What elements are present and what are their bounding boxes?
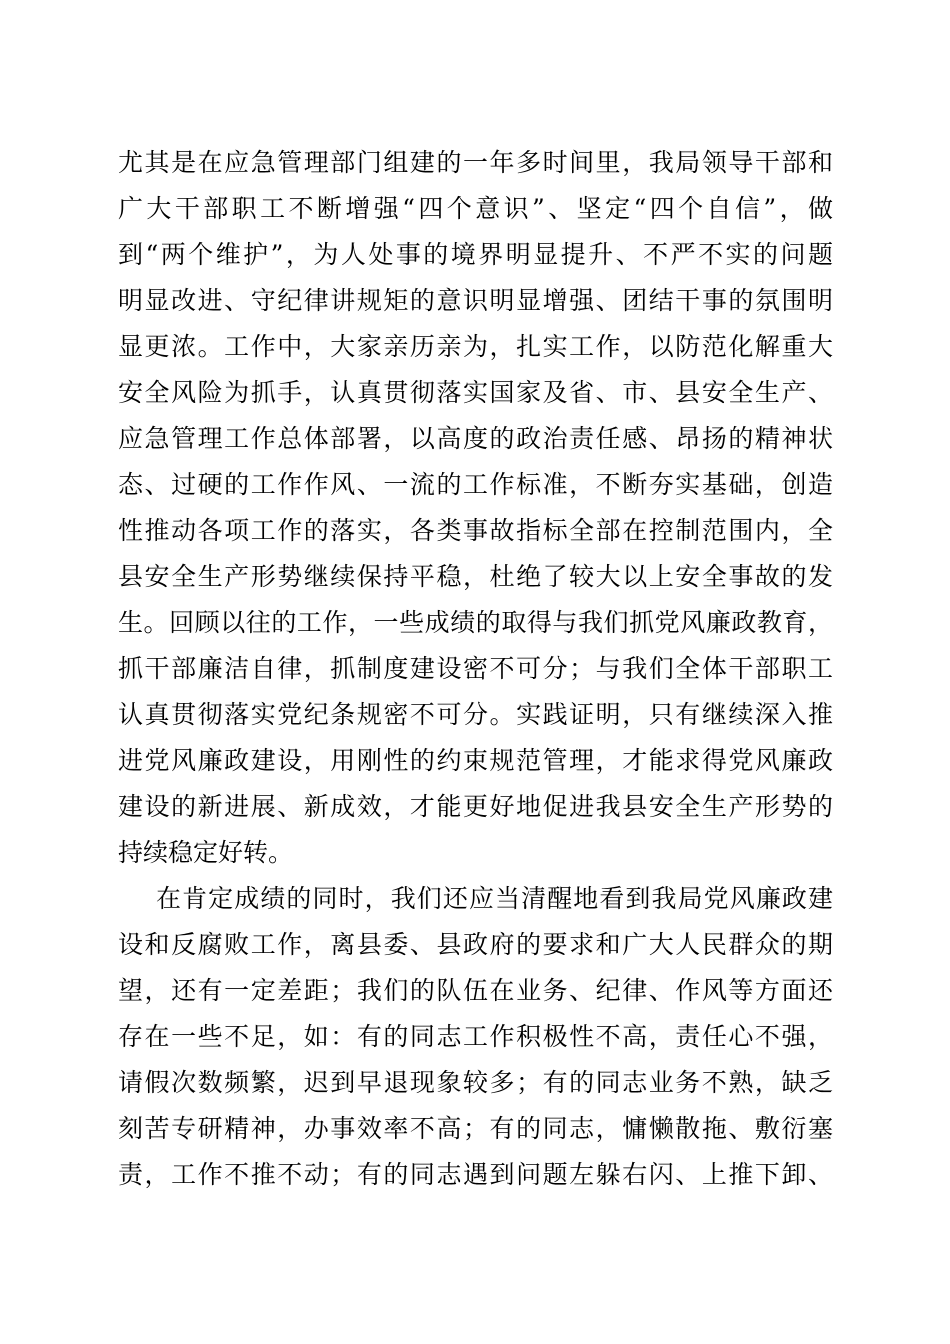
- document-body: [118, 140, 833, 1198]
- text-line: 性推动各项工作的落实，各类事故指标全部在控制范围内，全: [118, 516, 833, 545]
- text-line: 到“两个维护”，为人处事的境界明显提升、不严不实的问题: [118, 240, 833, 269]
- text-line: 应急管理工作总体部署，以高度的政治责任感、昂扬的精神状: [118, 424, 833, 453]
- text-line: 请假次数频繁，迟到早退现象较多；有的同志业务不熟，缺乏: [118, 1068, 833, 1097]
- text-line: 望，还有一定差距；我们的队伍在业务、纪律、作风等方面还: [118, 976, 833, 1005]
- text-line: 设和反腐败工作，离县委、县政府的要求和广大人民群众的期: [118, 930, 833, 959]
- paragraph-1: [118, 140, 833, 876]
- text-line: 刻苦专研精神，办事效率不高；有的同志，慵懒散拖、敷衍塞: [118, 1114, 833, 1143]
- text-line: 认真贯彻落实党纪条规密不可分。实践证明，只有继续深入推: [118, 700, 833, 729]
- text-line: 安全风险为抓手，认真贯彻落实国家及省、市、县安全生产、: [118, 378, 833, 407]
- text-line: 在肯定成绩的同时，我们还应当清醒地看到我局党风廉政建: [156, 884, 833, 913]
- text-line: 尤其是在应急管理部门组建的一年多时间里，我局领导干部和: [118, 148, 833, 177]
- text-line: 生。回顾以往的工作，一些成绩的取得与我们抓党风廉政教育，: [118, 608, 833, 637]
- text-line: 态、过硬的工作作风、一流的工作标准，不断夯实基础，创造: [118, 470, 833, 499]
- text-line: 责，工作不推不动；有的同志遇到问题左躲右闪、上推下卸、: [118, 1160, 833, 1189]
- text-line: 广大干部职工不断增强“四个意识”、坚定“四个自信”，做: [118, 194, 833, 223]
- text-line: 抓干部廉洁自律，抓制度建设密不可分；与我们全体干部职工: [118, 654, 833, 683]
- text-line: 显更浓。工作中，大家亲历亲为，扎实工作，以防范化解重大: [118, 332, 833, 361]
- text-line: 建设的新进展、新成效，才能更好地促进我县安全生产形势的: [118, 792, 833, 821]
- text-line: 进党风廉政建设，用刚性的约束规范管理，才能求得党风廉政: [118, 746, 833, 775]
- text-line: 明显改进、守纪律讲规矩的意识明显增强、团结干事的氛围明: [118, 286, 833, 315]
- text-line: 存在一些不足，如：有的同志工作积极性不高，责任心不强，: [118, 1022, 833, 1051]
- paragraph-2: [118, 876, 833, 1198]
- text-line: 持续稳定好转。: [118, 838, 294, 867]
- text-line: 县安全生产形势继续保持平稳，杜绝了较大以上安全事故的发: [118, 562, 833, 591]
